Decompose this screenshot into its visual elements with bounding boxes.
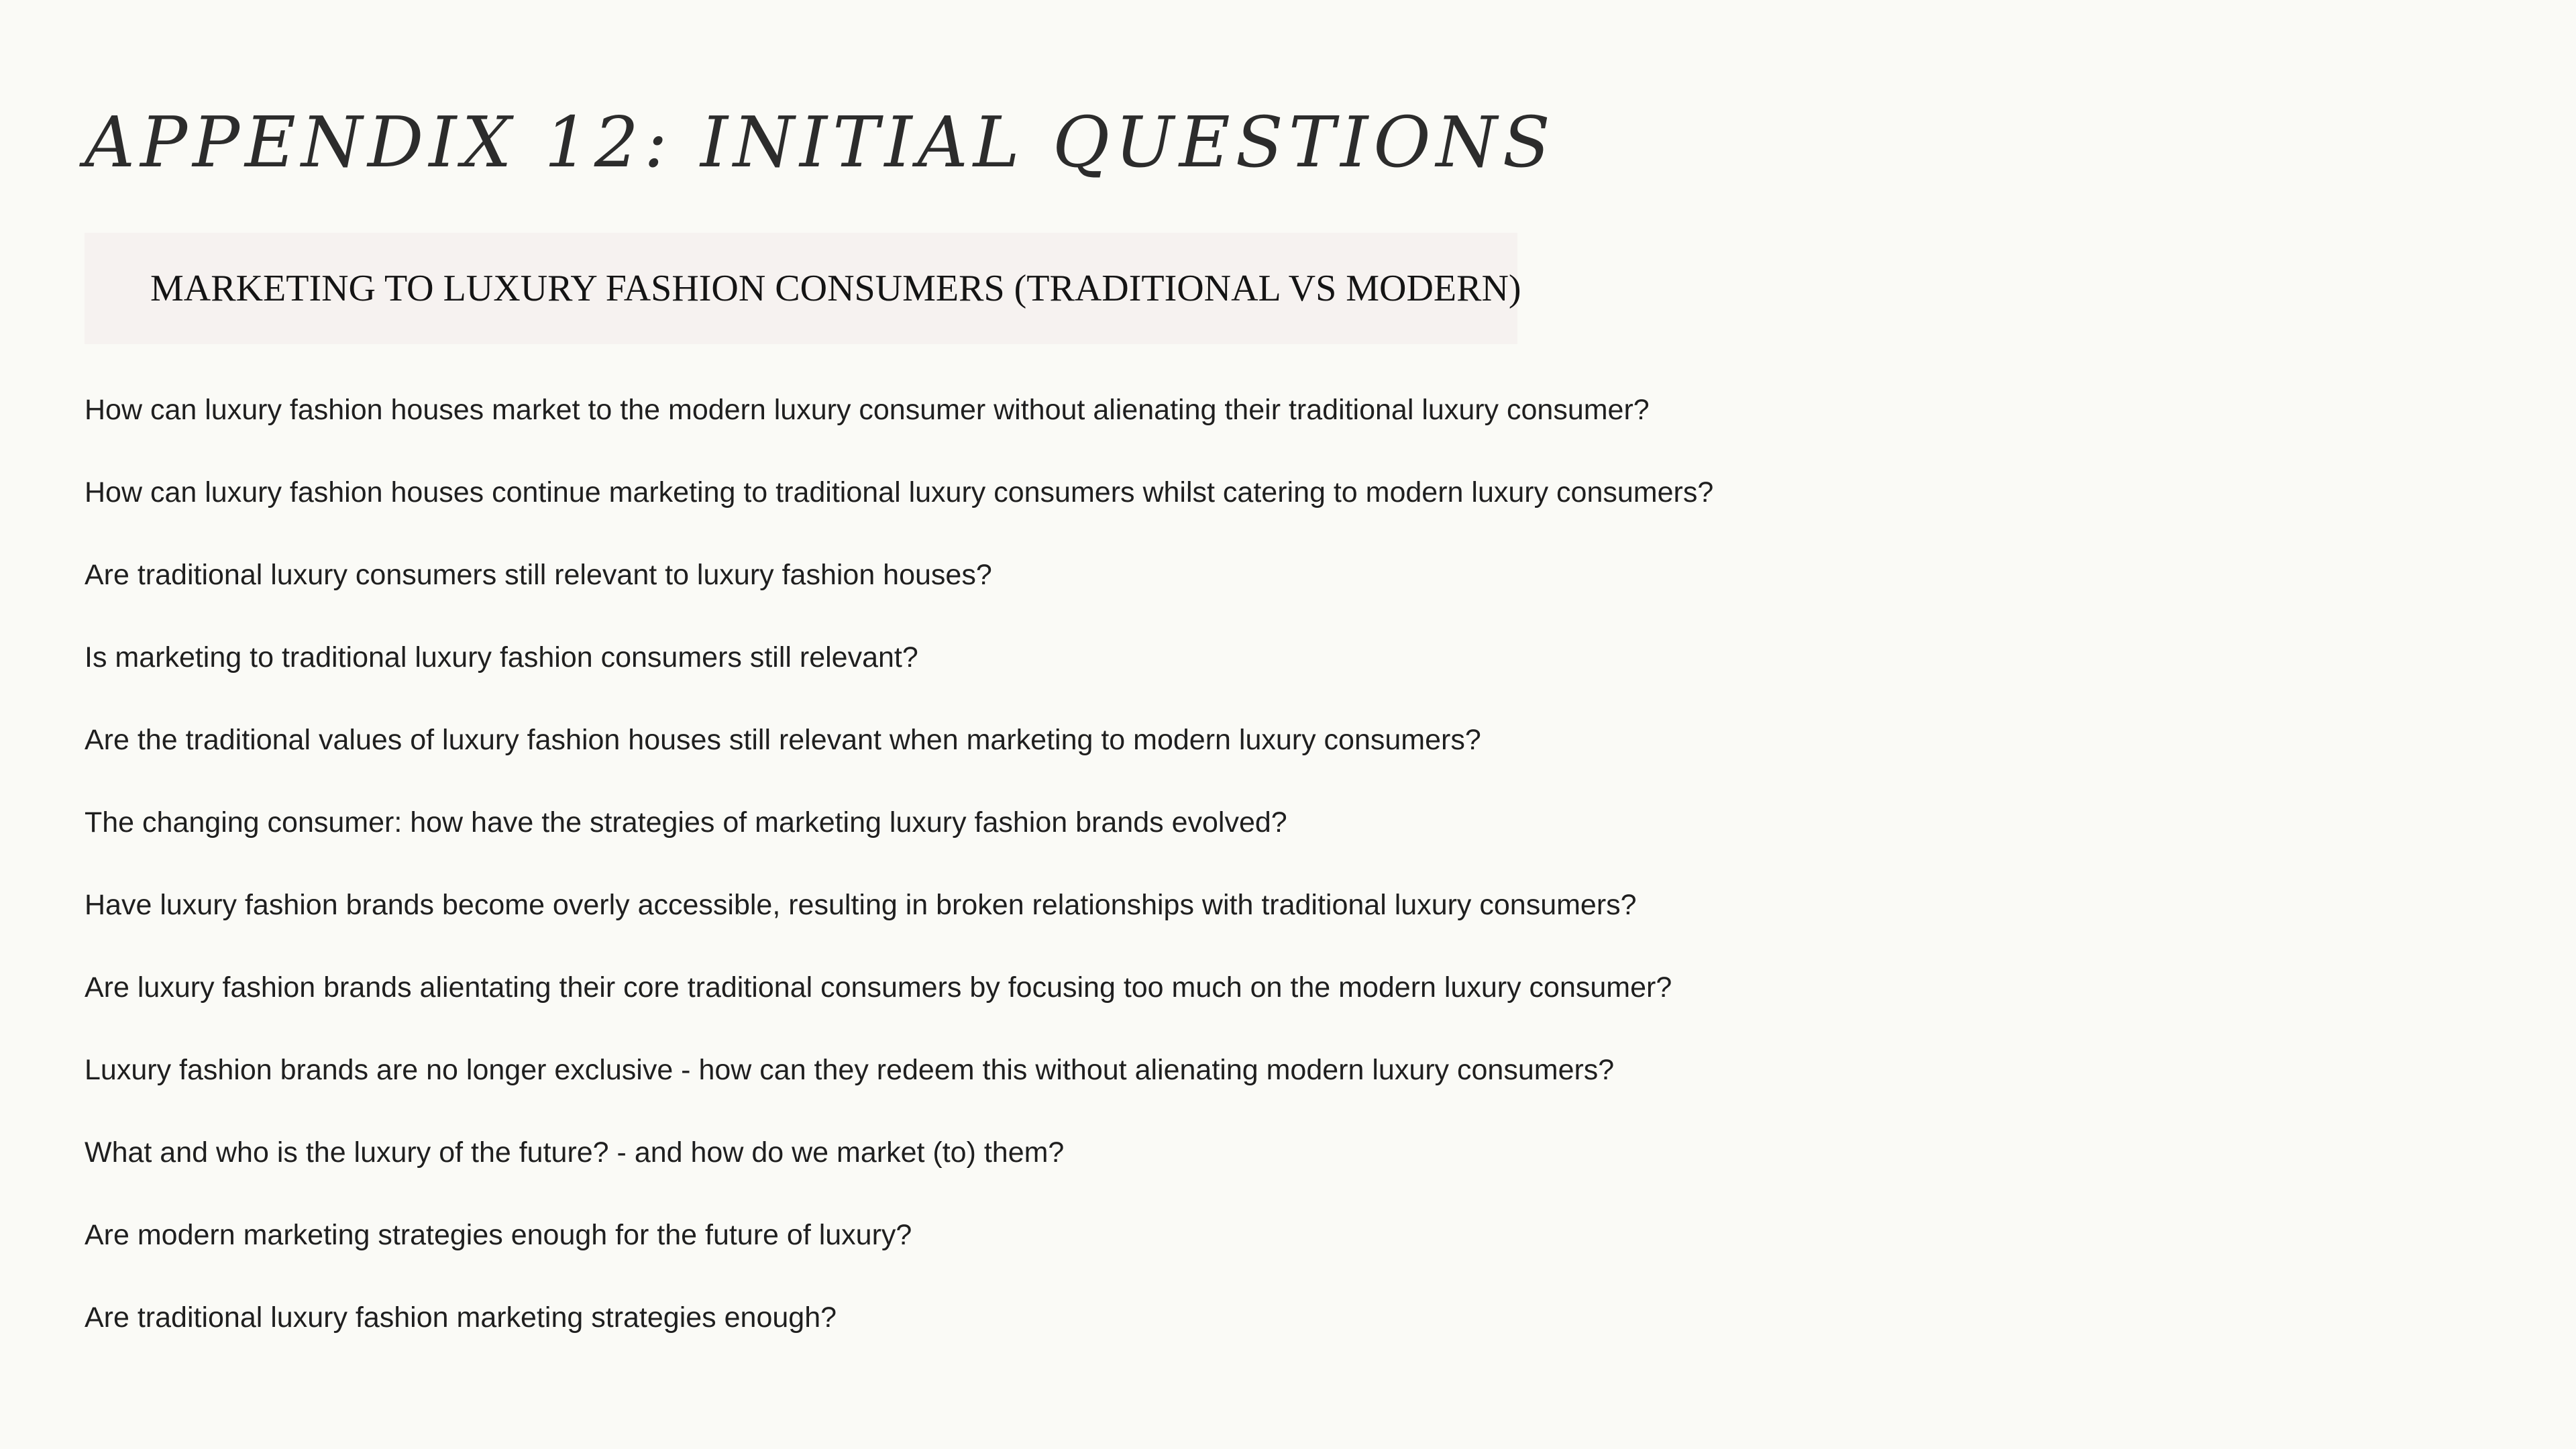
question-item: Are luxury fashion brands alientating their core traditional consumers by focusing too much on the modern luxury consumer? [85,971,1672,1004]
question-item: How can luxury fashion houses continue marketing to traditional luxury consumers whilst catering to modern luxury consumers? [85,476,1714,508]
question-list [85,388,1713,1378]
question-item: Have luxury fashion brands become overly accessible, resulting in broken relationships with traditional luxury consumers? [85,889,1637,921]
question-item: Are modern marketing strategies enough for the future of luxury? [85,1219,912,1251]
section-subtitle-box [85,233,1521,344]
question-item: Luxury fashion brands are no longer exclusive - how can they redeem this without alienating modern luxury consumers? [85,1054,1615,1086]
page-title: APPENDIX 12: INITIAL QUESTIONS [85,101,1556,183]
section-subtitle: MARKETING TO LUXURY FASHION CONSUMERS (TRADITIONAL VS MODERN) [150,268,1521,309]
question-item: Are traditional luxury consumers still relevant to luxury fashion houses? [85,559,992,591]
question-item: Are the traditional values of luxury fashion houses still relevant when marketing to modern luxury consumers? [85,724,1481,756]
question-item: How can luxury fashion houses market to the modern luxury consumer without alienating their traditional luxury consumer? [85,394,1650,426]
question-item: Is marketing to traditional luxury fashion consumers still relevant? [85,641,918,674]
question-item: What and who is the luxury of the future? - and how do we market (to) them? [85,1136,1065,1169]
question-item: Are traditional luxury fashion marketing strategies enough? [85,1301,837,1334]
question-item: The changing consumer: how have the strategies of marketing luxury fashion brands evolved? [85,806,1287,839]
